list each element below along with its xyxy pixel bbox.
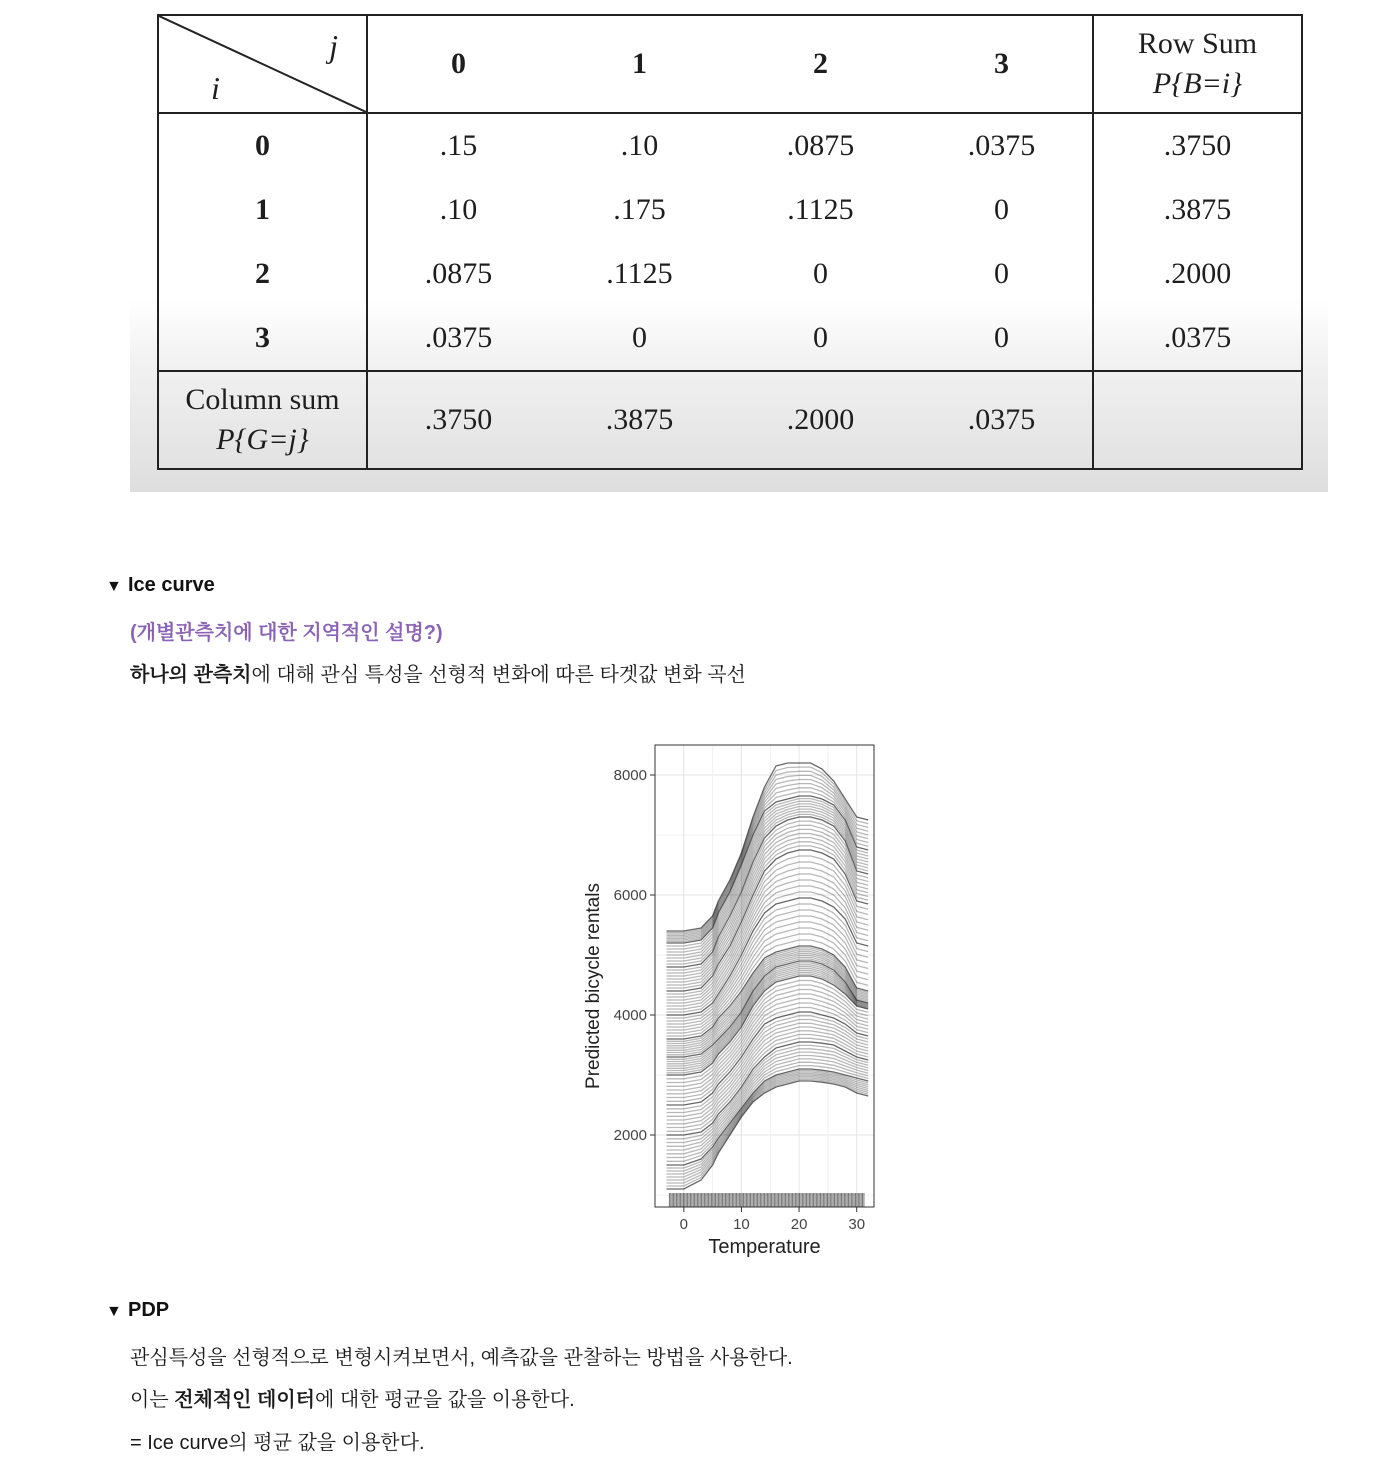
table-cell: 0	[994, 193, 1009, 226]
col-header: 0	[367, 15, 549, 113]
table-row	[158, 306, 1302, 371]
col-header: 1	[549, 15, 730, 113]
row-header: 2	[158, 242, 367, 306]
row-sum-cell: .3875	[1093, 178, 1302, 242]
table-cell: 0	[549, 306, 730, 371]
table-row	[158, 178, 1302, 242]
column-sum-cell: .3875	[605, 403, 674, 436]
row-header: 1	[158, 178, 367, 242]
table-cell: 0	[813, 257, 828, 290]
ice-curve-description-bold: 하나의 관측치	[130, 664, 252, 686]
pdp-line-3	[130, 1426, 425, 1455]
pdp-line-1: 관심특성을 선형적으로 변형시켜보면서, 예측값을 관찰하는 방법을 사용한다.	[130, 1347, 793, 1369]
col-header: 3	[911, 15, 1093, 113]
toggle-triangle-icon: ▼	[106, 578, 122, 595]
corner-cell	[158, 15, 367, 113]
corner-col-var: j	[329, 28, 338, 64]
column-sum-cell: .3750	[424, 403, 493, 436]
pdp-toggle[interactable]	[106, 1299, 169, 1322]
ice-curve-toggle[interactable]	[106, 574, 215, 597]
pdp-line-3-pre: = Ice curve	[130, 1432, 229, 1454]
pdp-line-2-bold: 전체적인 데이터	[174, 1389, 315, 1411]
table-cell: 0	[730, 306, 911, 371]
column-sum-header-line1: Column sum	[185, 383, 340, 416]
joint-probability-table	[157, 14, 1303, 470]
column-sum-header	[158, 371, 367, 469]
empty-total-cell	[1093, 371, 1302, 469]
row-sum-cell: .2000	[1093, 242, 1302, 306]
y-axis-ticks	[614, 767, 655, 1144]
table-cell: .0375	[367, 306, 549, 371]
pdp-line-2-post: 에 대한 평균을 값을 이용한다.	[315, 1389, 575, 1411]
ice-chart	[575, 735, 885, 1265]
row-sum-cell: .3750	[1093, 113, 1302, 178]
column-sum-header-line2: P{G=j}	[216, 423, 309, 456]
column-sum-cell: .2000	[786, 403, 855, 436]
pdp-line-2-pre: 이는	[130, 1389, 175, 1411]
y-tick-label: 2000	[613, 1127, 647, 1144]
table-cell: .1125	[606, 257, 673, 290]
x-tick-label: 30	[848, 1216, 866, 1233]
y-axis-label: Predicted bicycle rentals	[583, 883, 604, 1089]
row-header: 3	[158, 306, 367, 371]
y-tick-label: 6000	[613, 887, 647, 904]
table-cell: .15	[439, 129, 478, 162]
column-sum-cell: .0375	[967, 403, 1036, 436]
x-tick-label: 10	[733, 1216, 750, 1233]
ice-chart-svg	[575, 735, 885, 1265]
table-header-row	[158, 15, 1302, 113]
x-axis-label: Temperature	[708, 1236, 821, 1258]
row-sum-cell: .0375	[1093, 306, 1302, 371]
table-row	[158, 242, 1302, 306]
toggle-triangle-icon: ▼	[106, 1303, 122, 1320]
row-sum-header-line1: Row Sum	[1137, 27, 1258, 60]
table-cell: .1125	[787, 193, 854, 226]
table-cell: .175	[613, 193, 666, 226]
ice-curve-description-rest: 에 대해 관심 특성을 선형적 변화에 따른 타겟값 변화 곡선	[251, 664, 746, 686]
table-cell: 0	[994, 257, 1009, 290]
row-header: 0	[158, 113, 367, 178]
pdp-line-3-post: 의 평균 값을 이용한다.	[228, 1432, 425, 1454]
y-tick-label: 4000	[613, 1007, 647, 1024]
corner-row-var: i	[211, 70, 220, 106]
table-cell: .0375	[967, 129, 1036, 162]
table-cell: .0875	[424, 257, 493, 290]
pdp-title: PDP	[128, 1299, 170, 1321]
table-cell: 0	[911, 306, 1093, 371]
ice-curve-title: Ice curve	[128, 574, 215, 596]
row-sum-header-line2: P{B=i}	[1152, 67, 1243, 100]
table-cell: .0875	[786, 129, 855, 162]
table-row	[158, 113, 1302, 178]
table-cell: .10	[620, 129, 659, 162]
pdp-line-2	[130, 1383, 575, 1412]
col-header: 2	[730, 15, 911, 113]
ice-curve-subtitle: (개별관측치에 대한 지역적인 설명?)	[130, 622, 443, 644]
x-tick-label: 20	[790, 1216, 808, 1233]
x-axis-ticks	[680, 1207, 865, 1233]
x-tick-label: 0	[679, 1216, 688, 1233]
row-sum-header	[1093, 15, 1302, 113]
ice-curve-description	[130, 658, 746, 687]
y-tick-label: 8000	[613, 767, 647, 784]
table-cell: .10	[439, 193, 478, 226]
column-sum-row	[158, 371, 1302, 469]
